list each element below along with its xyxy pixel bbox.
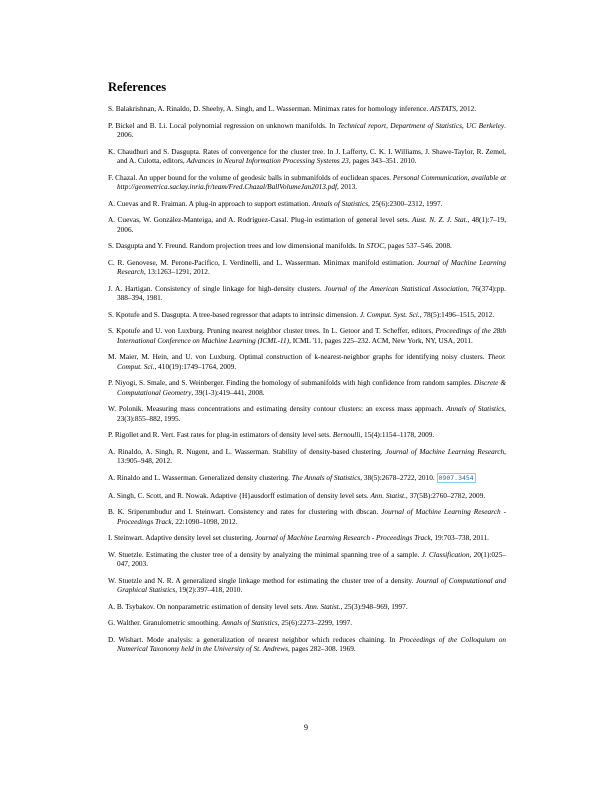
reference-venue: Journal of Machine Learning Research <box>117 257 506 277</box>
reference-details: , 2012. <box>456 104 477 113</box>
reference-details: , 38(5):2678–2722, 2010. <box>360 472 437 482</box>
reference-entry <box>108 147 506 166</box>
reference-venue: Annals of Statistics <box>221 618 278 628</box>
arxiv-link[interactable]: 0907.3454 <box>438 473 474 482</box>
reference-details: , 15(4):1154–1178, 2009. <box>360 430 435 440</box>
reference-venue: Aust. N. Z. J. Stat. <box>412 215 468 225</box>
reference-text: W. Stuetzle and N. R. A generalized single linkage method for estimating the cluster tree of a density. <box>108 575 416 585</box>
reference-venue: AISTATS <box>430 104 456 113</box>
reference-entry <box>108 473 506 483</box>
reference-text: W. Stuetzle. Estimating the cluster tree of a density by analyzing the minimal spanning tree of a sample. <box>108 549 422 559</box>
reference-entry <box>108 215 506 234</box>
reference-entry <box>108 430 506 439</box>
reference-text: A. B. Tsybakov. On nonparametric estimation of density level sets. <box>108 601 306 611</box>
reference-text: A. Cuevas and R. Fraiman. A plug-in approach to support estimation. <box>108 198 313 208</box>
reference-venue: J. Comput. Syst. Sci. <box>359 309 420 319</box>
reference-text: A. Singh, C. Scott, and R. Nowak. Adaptive {H}ausdorff estimation of density level sets. <box>108 490 371 500</box>
reference-details: . 2006. <box>117 120 506 139</box>
reference-text: D. Wishart. Mode analysis: a generalization of nearest neighbor which reduces chaining. In <box>108 634 400 644</box>
reference-details: , 23(3):855–882, 1995. <box>117 404 506 423</box>
reference-entry <box>108 404 506 423</box>
reference-text: F. Chazal. An upper bound for the volume of geodesic balls in submanifolds of euclidean spaces. <box>108 172 393 182</box>
reference-details: , 19:703–738, 2011. <box>430 533 490 543</box>
reference-text: B. K. Sriperumbudur and I. Steinwart. Consistency and rates for clustering with dbscan. <box>108 507 382 517</box>
reference-details: , 25(6):2300–2312, 1997. <box>368 198 443 208</box>
reference-entry <box>108 173 506 192</box>
reference-entry <box>108 533 506 542</box>
reference-venue: Technical report, Department of Statistics, UC Berkeley <box>337 120 505 130</box>
reference-venue: Theor. Comput. Sci. <box>117 352 506 371</box>
reference-text: J. A. Hartigan. Consistency of single linkage for high-density clusters. <box>108 283 325 293</box>
reference-text: M. Maier, M. Hein, and U. von Luxburg. Optimal construction of k-nearest-neighbor graphs for identifying noisy clusters. <box>108 352 488 362</box>
reference-details: , 2013. <box>337 182 358 191</box>
reference-venue: Journal of Machine Learning Research - Proceedings Track <box>117 507 506 526</box>
reference-venue: Personal Communication, available at http://geometrica.saclay.inria.fr/team/Fred.Chazal/BallVolumeJan2013.pdf <box>117 172 506 191</box>
reference-details: , pages 282–308. 1969. <box>288 644 356 654</box>
reference-entry <box>108 491 506 500</box>
reference-entry <box>108 550 506 569</box>
reference-details: , 19(2):397–418, 2010. <box>175 585 243 595</box>
reference-text: A. Rinaldo and L. Wasserman. Generalized density clustering. <box>108 472 292 482</box>
reference-text: C. R. Genovese, M. Perone-Pacifico, I. Verdinelli, and L. Wasserman. Minimax manifold estimation. <box>108 257 417 267</box>
reference-venue: Bernoulli <box>332 430 361 440</box>
reference-venue: Journal of Machine Learning Research <box>385 446 505 456</box>
reference-venue: Journal of Machine Learning Research - Proceedings Track <box>255 533 431 543</box>
reference-text: A. Rinaldo, A. Singh, R. Nugent, and L. Wasserman. Stability of density-based clustering. <box>108 446 386 456</box>
reference-details: , ICML '11, pages 225–232. ACM, New York, NY, USA, 2011. <box>289 335 473 345</box>
reference-entry <box>108 258 506 277</box>
reference-details: , 25(3):948–969, 1997. <box>340 601 408 611</box>
reference-venue: Proceedings of the 28th International Conference on Machine Learning (ICML-11) <box>117 326 506 345</box>
reference-text: I. Steinwart. Adaptive density level set clustering. <box>108 533 256 543</box>
reference-entry <box>108 199 506 208</box>
reference-venue: The Annals of Statistics <box>291 472 361 482</box>
reference-venue: Discrete & Computational Geometry <box>117 378 506 397</box>
reference-text: G. Walther. Granulometric smoothing. <box>108 618 222 628</box>
reference-venue: Ann. Statist. <box>305 601 341 611</box>
reference-text: P. Niyogi, S. Smale, and S. Weinberger. Finding the homology of submanifolds with high confidence from random samples. <box>108 378 474 388</box>
reference-text: W. Polonik. Measuring mass concentrations and estimating density contour clusters: an excess mass approach. <box>108 404 447 414</box>
reference-venue: Proceedings of the Colloquium on Numerical Taxonomy held in the University of St. Andrews <box>117 634 506 654</box>
reference-text: K. Chaudhuri and S. Dasgupta. Rates of convergence for the cluster tree. In J. Lafferty, C. K. I. Williams, J. Shawe-Taylor, R. Zemel, and A. Culotta, editors, <box>108 146 506 165</box>
reference-details: , 39(1-3):419–441, 2008. <box>191 387 265 397</box>
reference-venue: STOC <box>366 241 385 251</box>
reference-details: , 22:1090–1098, 2012. <box>171 516 238 526</box>
reference-details: , 37(5B):2760–2782, 2009. <box>405 490 486 500</box>
reference-text: P. Bickel and B. Li. Local polynomial regression on unknown manifolds. In <box>108 120 338 130</box>
reference-entry <box>108 507 506 526</box>
reference-entry <box>108 104 506 113</box>
reference-details: , 13:1263–1291, 2012. <box>143 267 210 277</box>
reference-venue: Journal of the American Statistical Association <box>324 283 468 293</box>
reference-text: A. Cuevas, W. González-Manteiga, and A. Rodríguez-Casal. Plug-in estimation of general level sets. <box>108 215 413 225</box>
reference-details: , pages 537–546. 2008. <box>384 241 452 251</box>
reference-entry <box>108 121 506 140</box>
reference-details: , 48(1):7–19, 2006. <box>117 215 507 234</box>
reference-venue: Annals of Statistics <box>446 404 505 414</box>
reference-text: P. Rigollet and R. Vert. Fast rates for plug-in estimators of density level sets. <box>108 430 333 440</box>
page-number: 9 <box>304 723 308 732</box>
reference-entry <box>108 326 506 345</box>
reference-venue: Advances in Neural Information Processing Systems 23 <box>186 156 349 165</box>
reference-entry <box>108 447 506 466</box>
reference-text: S. Dasgupta and Y. Freund. Random projection trees and low dimensional manifolds. In <box>108 241 367 251</box>
reference-venue: Annals of Statistics <box>312 198 369 208</box>
reference-venue: J. Classification <box>421 549 470 559</box>
reference-details: , 25(6):2273–2299, 1997. <box>277 618 353 628</box>
reference-details: , 76(374):pp. 388–394, 1981. <box>117 283 506 303</box>
reference-details: , 20(1):025–047, 2003. <box>117 549 507 569</box>
reference-details: , 13:905–948, 2012. <box>117 446 506 466</box>
reference-list <box>108 104 506 661</box>
reference-text: S. Kpotufe and U. von Luxburg. Pruning nearest neighbor cluster trees. In L. Getoor and T. Scheffer, editors, <box>108 326 436 336</box>
reference-entry <box>108 241 506 250</box>
reference-entry <box>108 378 506 397</box>
reference-entry <box>108 352 506 371</box>
references-heading: References <box>108 80 167 94</box>
reference-venue: Ann. Statist. <box>370 490 406 500</box>
reference-entry <box>108 310 506 319</box>
reference-entry <box>108 284 506 303</box>
reference-entry <box>108 576 506 595</box>
reference-venue: Journal of Computational and Graphical Statistics <box>117 575 506 595</box>
reference-details: , 78(5):1496–1515, 2012. <box>419 309 495 319</box>
reference-text: S. Balakrishnan, A. Rinaldo, D. Sheehy, A. Singh, and L. Wasserman. Minimax rates for homology inference. <box>108 104 431 113</box>
reference-entry <box>108 602 506 611</box>
reference-details: , pages 343–351. 2010. <box>348 156 417 165</box>
reference-text: S. Kpotufe and S. Dasgupta. A tree-based regressor that adapts to intrinsic dimension. <box>108 309 360 319</box>
reference-details: , 410(19):1749–1764, 2009. <box>154 361 237 371</box>
reference-entry <box>108 618 506 627</box>
reference-entry <box>108 635 506 654</box>
